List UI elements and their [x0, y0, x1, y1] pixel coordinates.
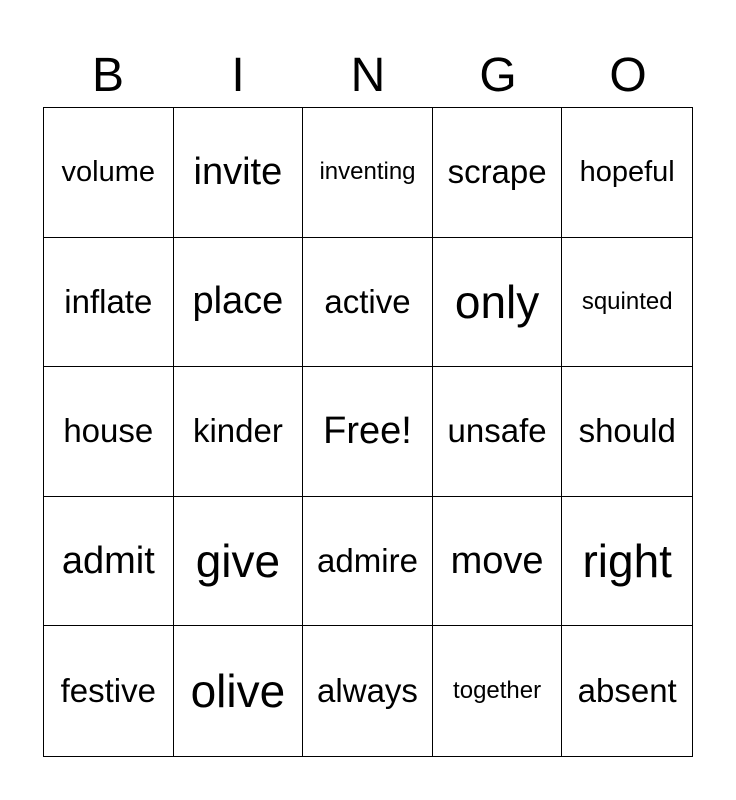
- bingo-cell: scrape: [433, 108, 563, 238]
- header-letter-g: G: [479, 49, 517, 102]
- bingo-cell: active: [303, 238, 433, 368]
- header-letter-o: O: [609, 49, 647, 102]
- header-letter-b: B: [91, 49, 124, 102]
- bingo-cell: inflate: [44, 238, 174, 368]
- bingo-board: [43, 107, 693, 757]
- header-letter-i: I: [231, 49, 245, 102]
- bingo-cell: olive: [174, 626, 304, 756]
- bingo-cell: move: [433, 497, 563, 627]
- bingo-cell: unsafe: [433, 367, 563, 497]
- bingo-cell: hopeful: [562, 108, 692, 238]
- bingo-cell: inventing: [303, 108, 433, 238]
- bingo-cell: house: [44, 367, 174, 497]
- bingo-cell: should: [562, 367, 692, 497]
- free-space-cell: Free!: [303, 367, 433, 497]
- bingo-header: [43, 48, 693, 104]
- header-letter-n: N: [350, 49, 386, 102]
- bingo-cell: always: [303, 626, 433, 756]
- bingo-cell: absent: [577, 672, 677, 710]
- bingo-cell: squinted: [562, 238, 692, 368]
- bingo-cell: right: [562, 497, 692, 627]
- bingo-cell: admire: [303, 497, 433, 627]
- bingo-cell: festive: [44, 626, 174, 756]
- bingo-cell: place: [174, 238, 304, 368]
- bingo-cell: volume: [44, 108, 174, 238]
- bingo-cell: invite: [174, 108, 304, 238]
- bingo-cell: give: [174, 497, 304, 627]
- bingo-cell: together: [433, 626, 563, 756]
- bingo-cell: only: [433, 238, 563, 368]
- bingo-cell: admit: [44, 497, 174, 627]
- bingo-cell: kinder: [174, 367, 304, 497]
